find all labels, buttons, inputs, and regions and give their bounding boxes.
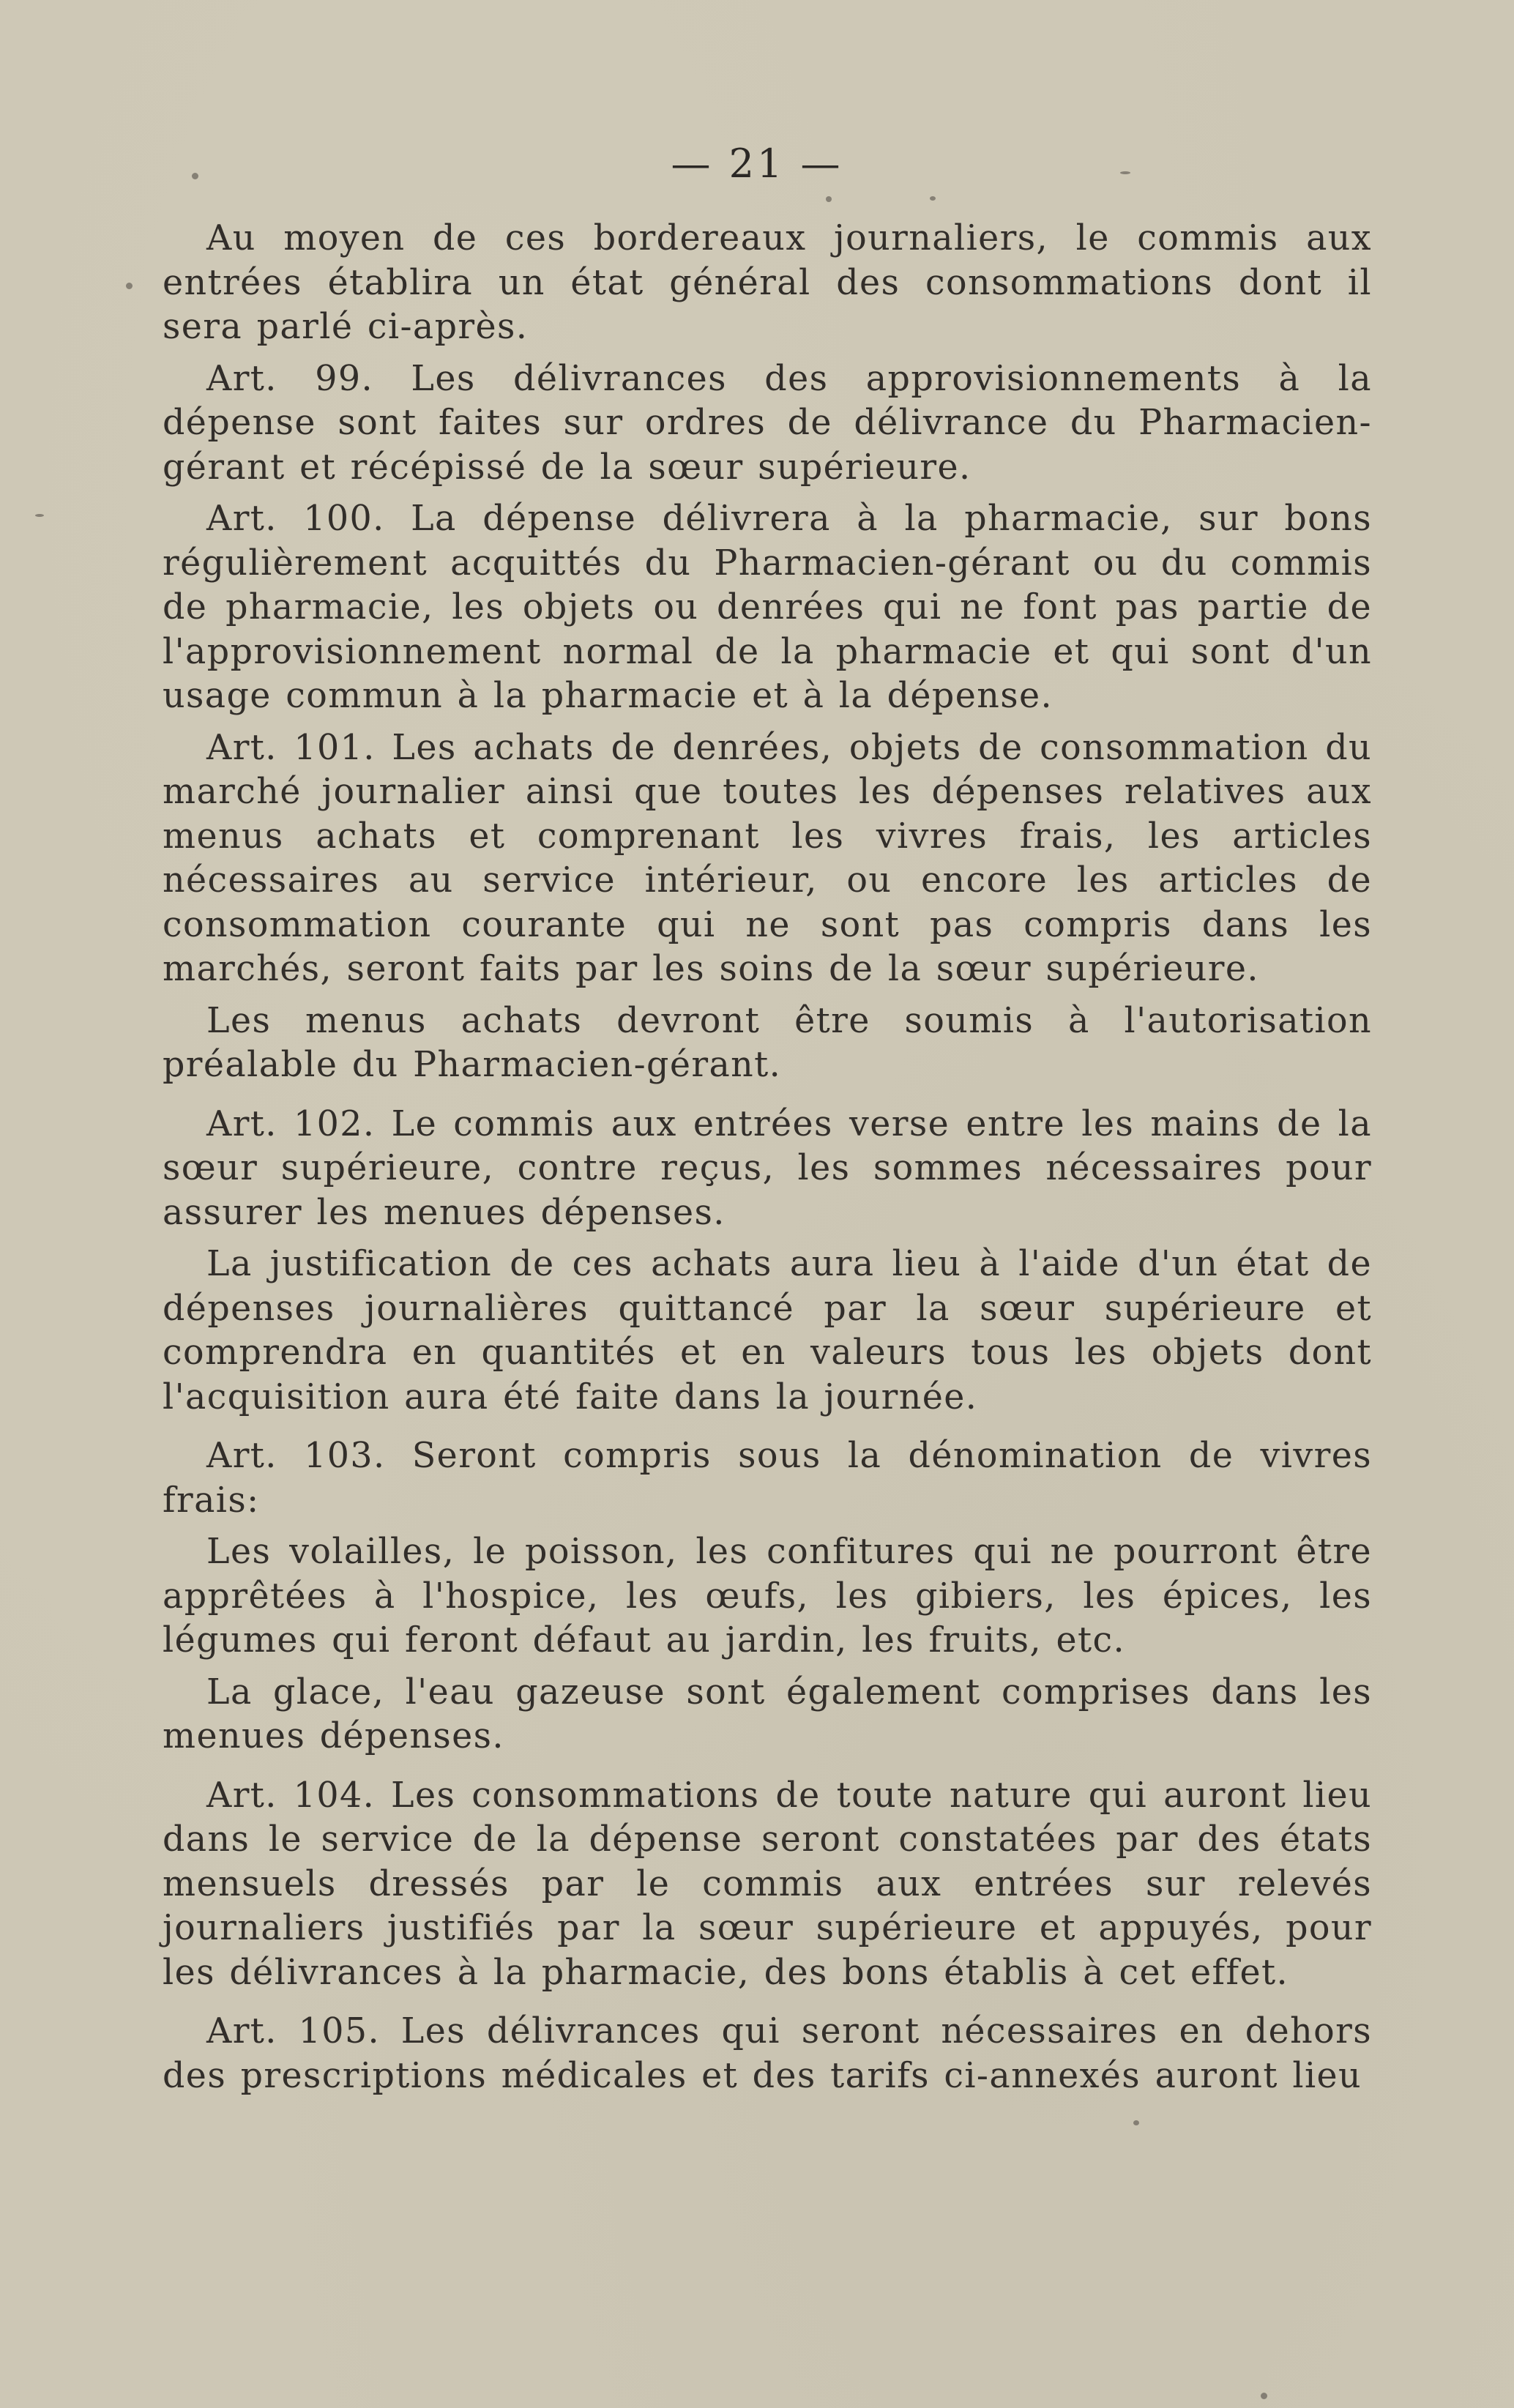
paragraph-art-101: Art. 101. Les achats de denrées, objets de consommation du marché journalier ainsi que toutes les dépenses relatives aux menus achats et comprenant les vivres frais, les articles nécessaires au service intérieur, ou encore les articles de consommation courante qui ne sont pas compris dans les marchés, seront faits par les soins de la sœur supérieure. — [163, 727, 1372, 989]
paragraph-art-103: Art. 103. Seront compris sous la dénomination de vivres frais: — [163, 1436, 1372, 1521]
scan-speck — [126, 283, 133, 289]
scan-speck — [826, 196, 832, 202]
paragraph-art-102: Art. 102. Le commis aux entrées verse entre les mains de la sœur supérieure, contre reçus, les sommes nécessaires pour assurer les menues dépenses. — [163, 1103, 1372, 1233]
paragraph-art-104: Art. 104. Les consommations de toute nature qui auront lieu dans le service de la dépense seront constatées par des états mensuels dressés par le commis aux entrées sur relevés journaliers justifiés par la sœur supérieure et appuyés, pour les délivrances à la pharmacie, des bons établis à cet effet. — [163, 1775, 1372, 1993]
paragraph-vivres-frais: Les volailles, le poisson, les confitures qui ne pourront être apprêtées à l'hospice, les œufs, les gibiers, les épices, les légumes qui feront défaut au jardin, les fruits, etc. — [163, 1532, 1372, 1660]
scan-speck — [35, 514, 44, 517]
paragraph-glace: La glace, l'eau gazeuse sont également comprises dans les menues dépenses. — [163, 1671, 1372, 1756]
paragraph-art-99: Art. 99. Les délivrances des approvisionnements à la dépense sont faites sur ordres de délivrance du Pharmacien-gérant et récépissé de la sœur supérieure. — [163, 358, 1372, 488]
paragraph-art-105: Art. 105. Les délivrances qui seront nécessaires en dehors des prescriptions médicales et des tarifs ci-annexés auront lieu — [163, 2011, 1372, 2096]
scan-speck — [1261, 2393, 1267, 2399]
paragraph-menus-achats: Les menus achats devront être soumis à l'autorisation préalable du Pharmacien-gérant. — [163, 1000, 1372, 1085]
scan-speck — [1133, 2120, 1139, 2125]
scan-speck — [930, 196, 936, 201]
paragraph-art-100: Art. 100. La dépense délivrera à la pharmacie, sur bons régulièrement acquittés du Pharmacien-gérant ou du commis de pharmacie, les objets ou denrées qui ne font pas partie de l'approvisionnement normal de la pharmacie et qui sont d'un usage commun à la pharmacie et à la dépense. — [163, 499, 1372, 716]
body-text — [163, 217, 1372, 2098]
page-number: — 21 — — [671, 141, 843, 187]
paragraph-intro: Au moyen de ces bordereaux journaliers, le commis aux entrées établira un état général des consommations dont il sera parlé ci-après. — [163, 218, 1372, 347]
paragraph-justification: La justification de ces achats aura lieu à l'aide d'un état de dépenses journalières quittancé par la sœur supérieure et comprendra en quantités et en valeurs tous les objets dont l'acquisition aura été faite dans la journée. — [163, 1244, 1372, 1417]
